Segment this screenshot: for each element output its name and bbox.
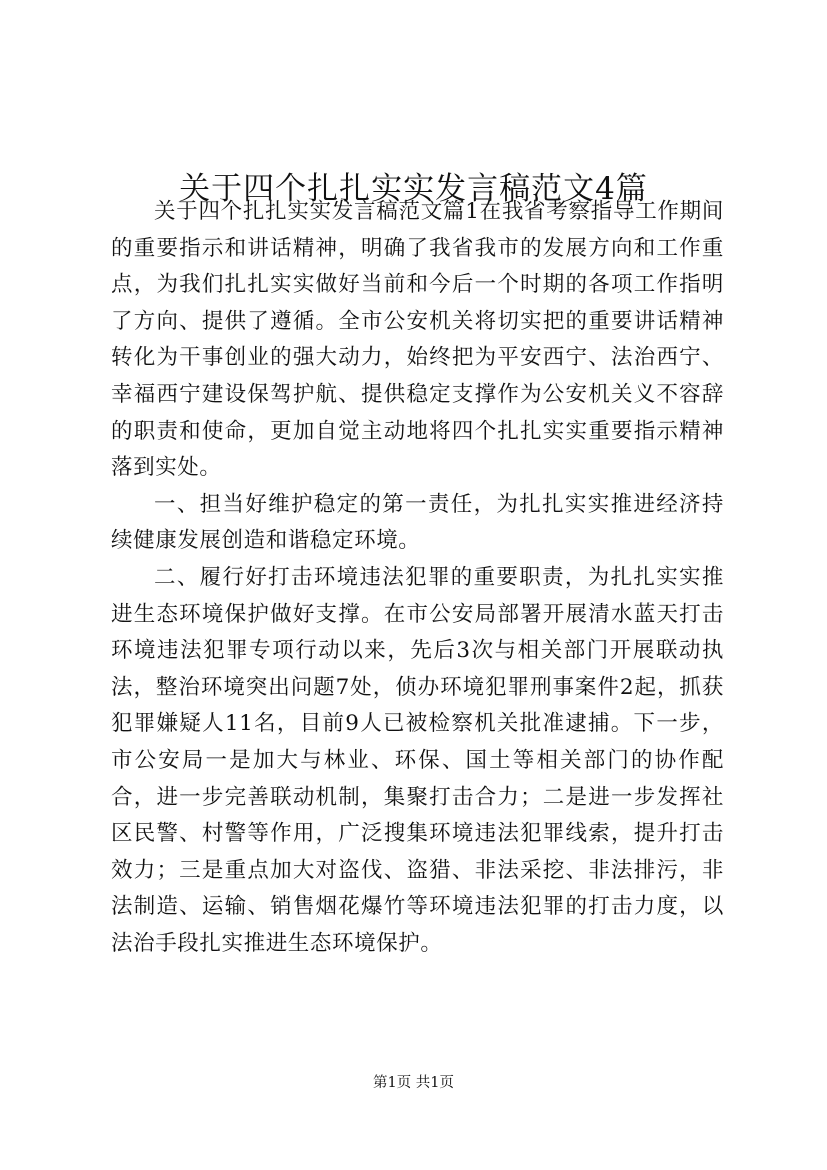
paragraph-section-one: 一、担当好维护稳定的第一责任，为扎扎实实推进经济持续健康发展创造和谐稳定环境。 bbox=[111, 491, 724, 554]
document-title: 关于四个扎扎实实发言稿范文4篇 bbox=[179, 170, 648, 207]
document-body bbox=[111, 194, 724, 962]
paragraph-section-two: 二、履行好打击环境违法犯罪的重要职责，为扎扎实实推进生态环境保护做好支撑。在市公安局部署开展清水蓝天打击环境违法犯罪专项行动以来，先后3次与相关部门开展联动执法，整治环境突出问题7处，侦办环境犯罪刑事案件2起，抓获犯罪嫌疑人11名，目前9人已被检察机关批准逮捕。下一步，市公安局一是加大与林业、环保、国土等相关部门的协作配合，进一步完善联动机制，集聚打击合力；二是进一步发挥社区民警、村警等作用，广泛搜集环境违法犯罪线索，提升打击效力；三是重点加大对盗伐、盗猎、非法采挖、非法排污，非法制造、运输、销售烟花爆竹等环境违法犯罪的打击力度，以法治手段扎实推进生态环境保护。 bbox=[111, 564, 724, 956]
paragraph-intro: 关于四个扎扎实实发言稿范文篇1在我省考察指导工作期间的重要指示和讲话精神，明确了我省我市的发展方向和工作重点，为我们扎扎实实做好当前和今后一个时期的各项工作指明了方向、提供了遵循。全市公安机关将切实把的重要讲话精神转化为干事创业的强大动力，始终把为平安西宁、法治西宁、幸福西宁建设保驾护航、提供稳定支撑作为公安机关义不容辞的职责和使命，更加自觉主动地将四个扎扎实实重要指示精神落到实处。 bbox=[111, 199, 724, 481]
page-footer: 第1页 共1页 bbox=[372, 1075, 455, 1091]
